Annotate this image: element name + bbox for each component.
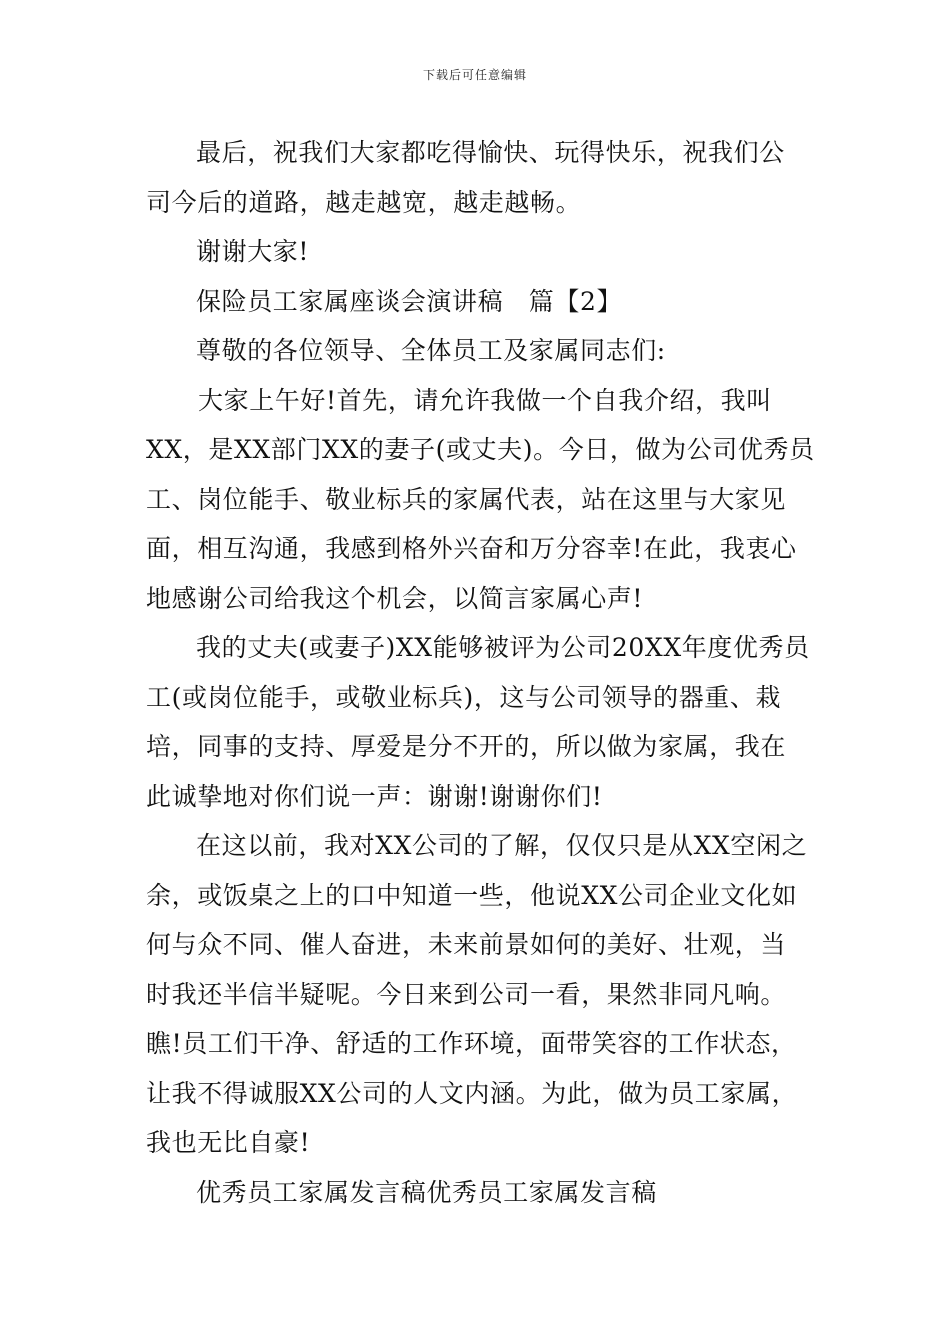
paragraph-line: 此诚挚地对你们说一声：谢谢!谢谢你们! xyxy=(146,781,603,811)
paragraph-line: 让我不得诚服XX公司的人文内涵。为此，做为员工家属， xyxy=(146,1078,798,1108)
paragraph-line: 工(或岗位能手，或敬业标兵)，这与公司领导的器重、栽 xyxy=(146,682,782,712)
page-header: 下载后可任意编辑 xyxy=(422,68,527,82)
paragraph-line: 在这以前，我对XX公司的了解，仅仅只是从XX空闲之 xyxy=(196,831,808,860)
paragraph-line: 我的丈夫(或妻子)XX能够被评为公司20XX年度优秀员 xyxy=(196,633,810,662)
paragraph-line: 瞧!员工们干净、舒适的工作环境，面带笑容的工作状态， xyxy=(146,1029,797,1058)
paragraph-line: 司今后的道路，越走越宽，越走越畅。 xyxy=(146,187,582,217)
salutation: 尊敬的各位领导、全体员工及家属同志们: xyxy=(196,336,666,365)
paragraph-line: 余，或饭桌之上的口中知道一些，他说XX公司企业文化如 xyxy=(146,880,798,910)
paragraph-line: 时我还半信半疑呢。今日来到公司一看，果然非同凡响。 xyxy=(146,979,787,1009)
paragraph-line: 何与众不同、催人奋进，未来前景如何的美好、壮观，当 xyxy=(146,930,787,959)
paragraph-line: 工、岗位能手、敬业标兵的家属代表，站在这里与大家见 xyxy=(146,484,787,514)
paragraph-line: 培，同事的支持、厚爱是分不开的，所以做为家属，我在 xyxy=(146,732,787,761)
paragraph-line: 优秀员工家属发言稿优秀员工家属发言稿 xyxy=(196,1177,657,1207)
document-body xyxy=(146,128,815,1217)
paragraph-line: 我也无比自豪! xyxy=(146,1128,311,1157)
paragraph-line: 谢谢大家! xyxy=(196,237,310,266)
paragraph-line: 面，相互沟通，我感到格外兴奋和万分容幸!在此，我衷心 xyxy=(146,534,797,563)
paragraph-line: XX，是XX部门XX的妻子(或丈夫)。今日，做为公司优秀员 xyxy=(146,435,815,464)
paragraph-line: 大家上午好!首先，请允许我做一个自我介绍，我叫 xyxy=(198,385,772,415)
paragraph-line: 地感谢公司给我这个机会，以简言家属心声! xyxy=(146,583,644,613)
paragraph-line: 最后，祝我们大家都吃得愉快、玩得快乐，祝我们公 xyxy=(196,138,785,167)
section-title: 保险员工家属座谈会演讲稿 篇【2】 xyxy=(196,286,623,316)
